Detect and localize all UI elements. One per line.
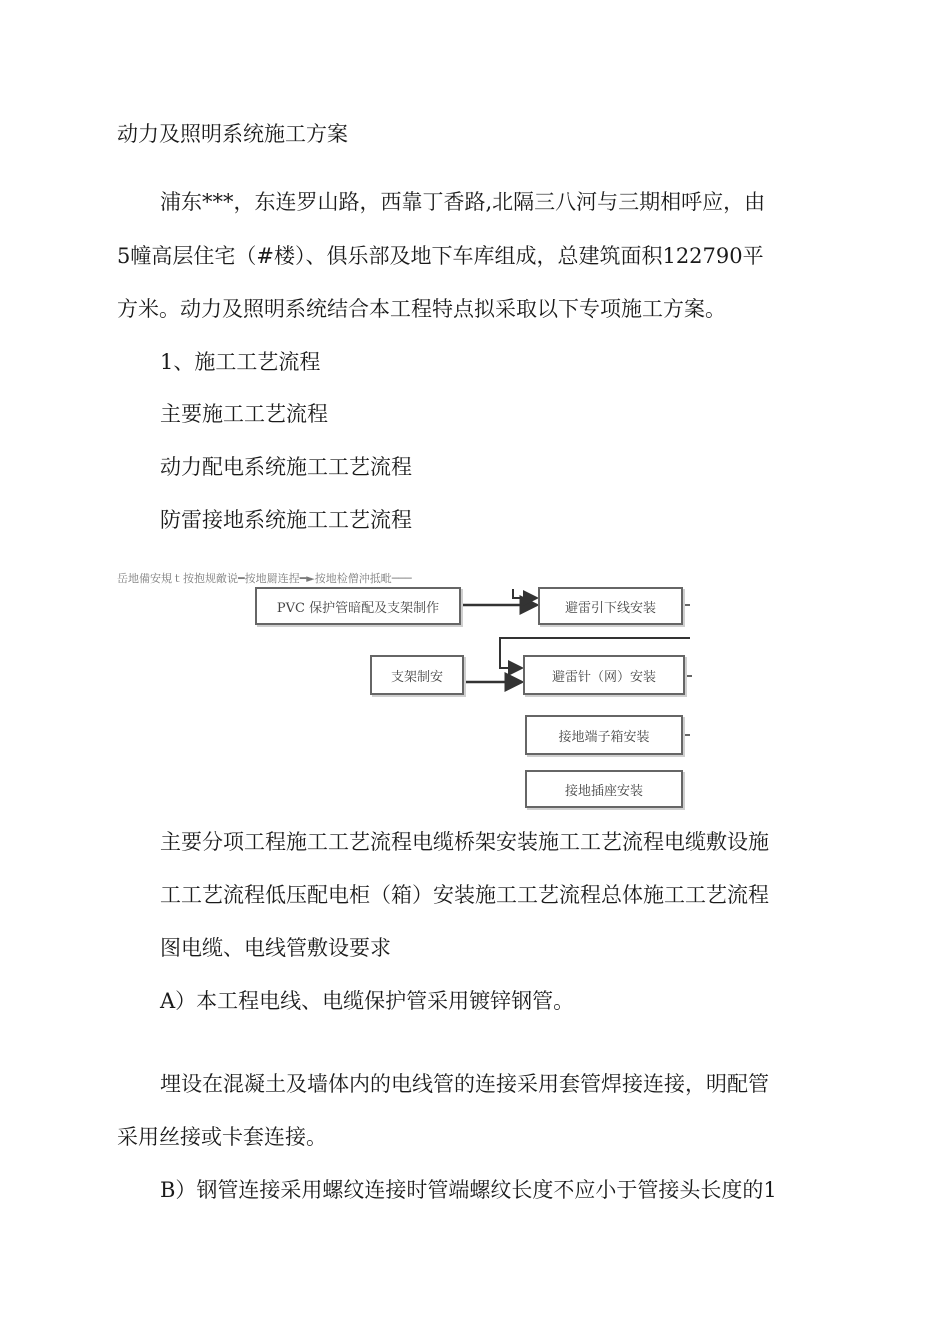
terminal-box: 接地端子箱安装 <box>525 715 683 755</box>
subsection-heading: 主要施工工艺流程 <box>160 402 328 426</box>
paragraph-line: A）本工程电线、电缆保护管采用镀锌钢管。 <box>160 989 575 1013</box>
paragraph-line: 埋设在混凝土及墙体内的电线管的连接采用套管焊接连接，明配管 <box>160 1072 769 1096</box>
paragraph-line: 浦东***，东连罗山路，西靠丁香路,北隔三八河与三期相呼应，由 <box>160 190 766 214</box>
grounding-socket-box: 接地插座安装 <box>525 770 683 808</box>
downlead-box: 避雷引下线安装 <box>538 587 683 625</box>
diagram-garbled-text: 岳地備安規ｔ按抱规敵说━按地罽连捏━►按地检僧沖抵毗─── <box>117 572 412 585</box>
document-title: 动力及照明系统施工方案 <box>117 122 348 146</box>
subsection-heading: 防雷接地系统施工工艺流程 <box>160 508 412 532</box>
section-heading: 1、施工工艺流程 <box>160 350 321 374</box>
pvc-conduit-box: PVC 保护管暗配及支架制作 <box>255 587 461 625</box>
paragraph-line: 图电缆、电线管敷设要求 <box>160 936 391 960</box>
paragraph-line: 方米。动力及照明系统结合本工程特点拟采取以下专项施工方案。 <box>117 297 726 321</box>
paragraph-line: 采用丝接或卡套连接。 <box>117 1125 327 1149</box>
paragraph-line: 工工艺流程低压配电柜（箱）安装施工工艺流程总体施工工艺流程 <box>160 883 769 907</box>
paragraph-line: B）钢管连接采用螺纹连接时管端螺纹长度不应小于管接头长度的1 <box>160 1178 777 1202</box>
subsection-heading: 动力配电系统施工工艺流程 <box>160 455 412 479</box>
lightning-rod-box: 避雷针（网）安装 <box>523 655 685 695</box>
paragraph-line: 主要分项工程施工工艺流程电缆桥架安装施工工艺流程电缆敷设施 <box>160 830 769 854</box>
paragraph-line: 5幢高层住宅（#楼）、俱乐部及地下车库组成，总建筑面积122790平 <box>117 244 764 268</box>
bracket-box: 支架制安 <box>370 655 464 695</box>
